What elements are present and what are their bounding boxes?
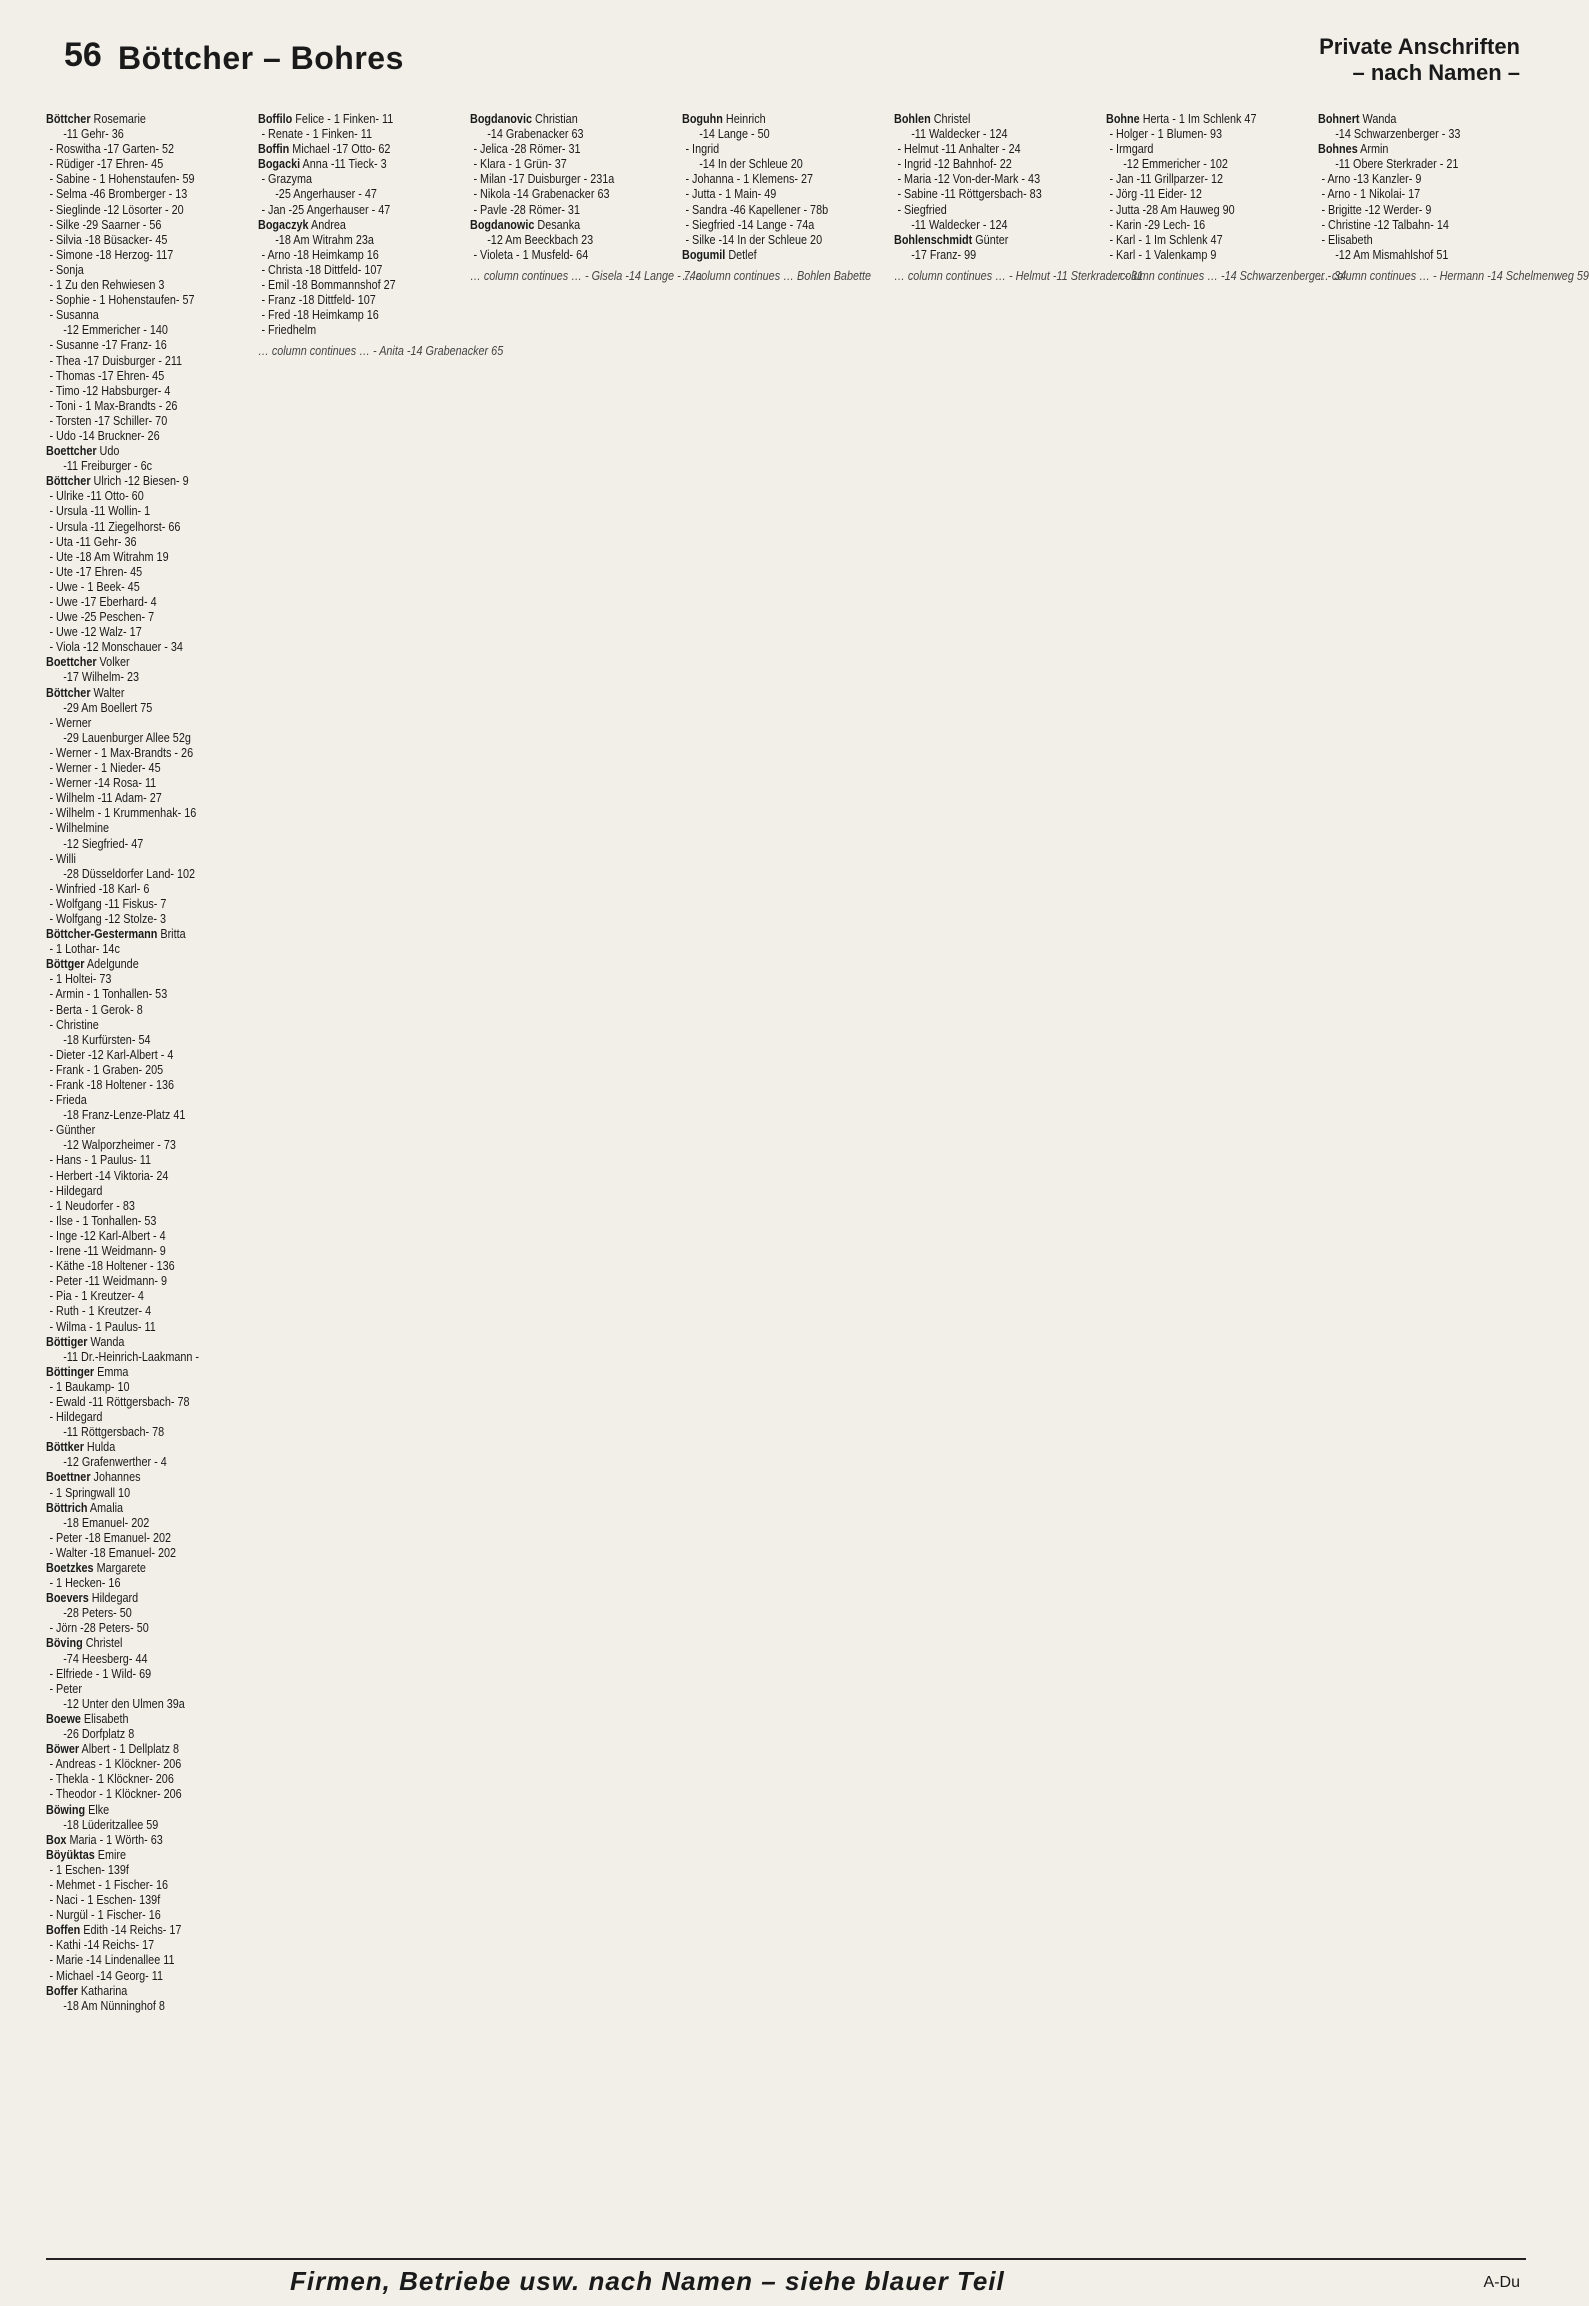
directory-column — [470, 112, 702, 2154]
directory-entry: - Karin -29 Lech- 16 — [1109, 217, 1206, 232]
directory-entry: - Thomas -17 Ehren- 45 — [49, 368, 165, 383]
directory-entry: - Jan -11 Grillparzer- 12 — [1109, 172, 1224, 187]
directory-entry: - Torsten -17 Schiller- 70 — [49, 413, 168, 428]
directory-entry: - Ingrid — [685, 142, 720, 157]
directory-entry: -26 Dorfplatz 8 — [63, 1727, 135, 1742]
directory-entry: - Nurgül - 1 Fischer- 16 — [49, 1908, 161, 1923]
directory-entry: Bohlenschmidt Günter — [894, 232, 1009, 247]
directory-entry: - Günther — [49, 1123, 96, 1138]
directory-entry: - Jan -25 Angerhauser - 47 — [261, 202, 391, 217]
directory-entry: Boffin Michael -17 Otto- 62 — [258, 142, 391, 157]
directory-entry: - Susanne -17 Franz- 16 — [49, 338, 167, 353]
directory-entry: - Ursula -11 Wollin- 1 — [49, 504, 151, 519]
directory-entry: - Theodor - 1 Klöckner- 206 — [49, 1787, 182, 1802]
directory-entry: Boffer Katharina — [46, 1983, 128, 1998]
directory-entry: - Sandra -46 Kapellener - 78b — [685, 202, 829, 217]
directory-entry: - Karl - 1 Valenkamp 9 — [1109, 247, 1217, 262]
directory-entry: -12 Emmericher - 102 — [1123, 157, 1228, 172]
directory-entry: -17 Franz- 99 — [911, 247, 977, 262]
directory-entry: -11 Waldecker - 124 — [911, 217, 1008, 232]
directory-entry: - 1 Springwall 10 — [49, 1485, 131, 1500]
directory-entry: - Grazyma — [261, 172, 312, 187]
directory-entry: Böttger Adelgunde — [46, 957, 139, 972]
directory-entry: - Werner -14 Rosa- 11 — [49, 776, 157, 791]
directory-entry: - 1 Holtei- 73 — [49, 972, 112, 987]
directory-entry: - Uta -11 Gehr- 36 — [49, 534, 137, 549]
directory-entry: -12 Unter den Ulmen 39a — [63, 1696, 185, 1711]
directory-entry: -28 Peters- 50 — [63, 1606, 132, 1621]
directory-entry: - Dieter -12 Karl-Albert - 4 — [49, 1047, 174, 1062]
directory-entry: - Holger - 1 Blumen- 93 — [1109, 127, 1223, 142]
directory-entry: - Christine — [49, 1017, 99, 1032]
directory-entry: - Werner - 1 Nieder- 45 — [49, 761, 161, 776]
directory-entry: Böttrich Amalia — [46, 1500, 124, 1515]
directory-entry: -12 Emmericher - 140 — [63, 323, 168, 338]
directory-entry: Bogacki Anna -11 Tieck- 3 — [258, 157, 387, 172]
directory-entry: -11 Dr.-Heinrich-Laakmann - — [63, 1349, 200, 1364]
directory-entry: - Simone -18 Herzog- 117 — [49, 247, 174, 262]
directory-entry: Boffen Edith -14 Reichs- 17 — [46, 1923, 182, 1938]
directory-entry: - Uwe -17 Eberhard- 4 — [49, 595, 157, 609]
directory-entry: - Franz -18 Dittfeld- 107 — [261, 293, 376, 308]
directory-entry: - Elisabeth — [1321, 232, 1373, 247]
directory-entry: - Violeta - 1 Musfeld- 64 — [473, 247, 589, 262]
directory-entry: Bohlen Christel — [894, 112, 971, 126]
directory-entry: - Ute -18 Am Witrahm 19 — [49, 549, 169, 564]
directory-entry: -11 Röttgersbach- 78 — [63, 1425, 165, 1440]
column-note: … column continues … - Hermann -14 Schelmenweg 59 — [1318, 268, 1589, 283]
directory-entry: - Winfried -18 Karl- 6 — [49, 881, 150, 896]
directory-entry: - Peter -11 Weidmann- 9 — [49, 1274, 168, 1289]
directory-entry: - Wilhelm - 1 Krummenhak- 16 — [49, 806, 197, 821]
directory-entry: - Toni - 1 Max-Brandts - 26 — [49, 398, 178, 413]
directory-entry: - Roswitha -17 Garten- 52 — [49, 142, 175, 157]
page-number: 56 — [64, 36, 102, 74]
directory-entry: -11 Freiburger - 6c — [63, 459, 153, 474]
directory-entry: - Nikola -14 Grabenacker 63 — [473, 187, 610, 202]
directory-entry: - 1 Neudorfer - 83 — [49, 1198, 135, 1213]
directory-entry: - Wolfgang -11 Fiskus- 7 — [49, 896, 167, 911]
section-title — [1319, 34, 1520, 86]
directory-entry: - Renate - 1 Finken- 11 — [261, 127, 373, 142]
directory-entry: - Uwe -25 Peschen- 7 — [49, 610, 155, 625]
directory-entry: Böttcher-Gestermann Britta — [46, 927, 186, 942]
directory-entry: Bogdanowic Desanka — [470, 217, 581, 232]
directory-entry: - Irmgard — [1109, 142, 1154, 157]
directory-entry: - Peter — [49, 1681, 82, 1696]
directory-entry: Bohnert Wanda — [1318, 112, 1397, 126]
directory-column — [46, 112, 222, 2154]
directory-column — [258, 112, 504, 2154]
directory-entry: - Werner - 1 Max-Brandts - 26 — [49, 745, 194, 760]
directory-entry: -18 Am Nünninghof 8 — [63, 1998, 165, 2013]
directory-entry: -74 Heesberg- 44 — [63, 1651, 148, 1666]
directory-entry: Bohne Herta - 1 Im Schlenk 47 — [1106, 112, 1257, 126]
directory-entry: - Wilma - 1 Paulus- 11 — [49, 1319, 156, 1334]
directory-entry: Böwer Albert - 1 Dellplatz 8 — [46, 1742, 180, 1757]
directory-entry: Boettcher Volker — [46, 655, 130, 670]
directory-entry: - Selma -46 Bromberger - 13 — [49, 187, 188, 202]
directory-entry: - 1 Eschen- 139f — [49, 1862, 129, 1877]
directory-entry: - Ulrike -11 Otto- 60 — [49, 489, 144, 504]
directory-entry: -12 Walporzheimer - 73 — [63, 1138, 176, 1153]
directory-entry: -18 Lüderitzallee 59 — [63, 1817, 159, 1832]
directory-entry: - Ursula -11 Ziegelhorst- 66 — [49, 519, 181, 534]
directory-entry: - Timo -12 Habsburger- 4 — [49, 383, 171, 398]
directory-entry: - Pavle -28 Römer- 31 — [473, 202, 580, 217]
directory-entry: - Silke -29 Saarner - 56 — [49, 217, 162, 232]
directory-entry: -11 Gehr- 36 — [63, 127, 124, 142]
directory-entry: -18 Am Witrahm 23a — [275, 232, 374, 247]
directory-entry: - Willi — [49, 851, 76, 866]
directory-entry: - Armin - 1 Tonhallen- 53 — [49, 987, 168, 1002]
column-note: … column continues … - Gisela -14 Lange - 74a — [470, 268, 702, 283]
directory-entry: - Fred -18 Heimkamp 16 — [261, 308, 379, 323]
directory-column — [1318, 112, 1589, 2154]
directory-entry: - Jörn -28 Peters- 50 — [49, 1621, 149, 1636]
directory-entry: -12 Siegfried- 47 — [63, 836, 144, 851]
directory-entry: Bohnes Armin — [1318, 142, 1389, 157]
directory-entry: -28 Düsseldorfer Land- 102 — [63, 866, 196, 881]
directory-entry: - Frieda — [49, 1093, 87, 1108]
directory-entry: - Ilse - 1 Tonhallen- 53 — [49, 1213, 157, 1228]
directory-entry: - Kathi -14 Reichs- 17 — [49, 1938, 155, 1953]
directory-entry: - Sabine - 1 Hohenstaufen- 59 — [49, 172, 195, 187]
directory-entry: - Klara - 1 Grün- 37 — [473, 157, 567, 172]
directory-entry: - 1 Zu den Rehwiesen 3 — [49, 278, 165, 293]
directory-entry: - Wilhelmine — [49, 821, 110, 836]
directory-entry: - Naci - 1 Eschen- 139f — [49, 1893, 161, 1908]
directory-entry: -12 Am Beeckbach 23 — [487, 232, 594, 247]
directory-entry: -14 Grabenacker 63 — [487, 127, 584, 142]
directory-entry: -18 Emanuel- 202 — [63, 1515, 150, 1530]
directory-entry: - Ruth - 1 Kreutzer- 4 — [49, 1304, 152, 1319]
directory-entry: - Ewald -11 Röttgersbach- 78 — [49, 1394, 190, 1409]
directory-entry: -11 Obere Sterkrader - 21 — [1335, 157, 1459, 172]
directory-entry: Boewe Elisabeth — [46, 1711, 129, 1726]
directory-entry: Bogdanovic Christian — [470, 112, 578, 126]
directory-entry: - Christa -18 Dittfeld- 107 — [261, 262, 383, 277]
directory-entry: Böttcher Walter — [46, 685, 125, 700]
directory-entry: - Karl - 1 Im Schlenk 47 — [1109, 232, 1223, 247]
directory-entry: - Jutta -28 Am Hauweg 90 — [1109, 202, 1235, 217]
directory-entry: - Susanna — [49, 308, 99, 323]
directory-entry: - Thekla - 1 Klöckner- 206 — [49, 1772, 174, 1787]
directory-entry: - Ute -17 Ehren- 45 — [49, 564, 143, 579]
directory-entry: Boettcher Udo — [46, 444, 120, 459]
directory-entry: - Arno -18 Heimkamp 16 — [261, 247, 379, 262]
directory-column — [682, 112, 872, 2154]
directory-entry: Boevers Hildegard — [46, 1591, 139, 1606]
directory-entry: - Viola -12 Monschauer - 34 — [49, 640, 183, 655]
directory-entry: - Uwe - 1 Beek- 45 — [49, 579, 140, 594]
footer-code: A-Du — [1483, 2274, 1520, 2291]
section-title-line1: Private Anschriften — [1319, 34, 1520, 59]
directory-entry: - Peter -18 Emanuel- 202 — [49, 1530, 172, 1545]
directory-entry: - Berta - 1 Gerok- 8 — [49, 1002, 143, 1017]
directory-entry: - Siegfried — [897, 202, 947, 217]
column-note: … column continues … - Helmut -11 Sterkrader - 31 — [894, 268, 1144, 283]
directory-entry: Böwing Elke — [46, 1802, 110, 1817]
directory-entry: Boffilo Felice - 1 Finken- 11 — [258, 112, 394, 126]
page-header — [0, 0, 1560, 110]
directory-entry: - Frank -18 Holtener - 136 — [49, 1078, 175, 1092]
directory-entry: -29 Lauenburger Allee 52g — [63, 730, 191, 745]
directory-entry: Böttiger Wanda — [46, 1334, 125, 1349]
directory-entry: -14 Lange - 50 — [699, 127, 770, 142]
directory-entry: - Milan -17 Duisburger - 231a — [473, 172, 615, 187]
directory-entry: - Christine -12 Talbahn- 14 — [1321, 217, 1449, 232]
column-note: … column continues … Bohlen Babette — [682, 268, 872, 283]
directory-entry: - Inge -12 Karl-Albert - 4 — [49, 1228, 166, 1243]
directory-entry: -11 Waldecker - 124 — [911, 127, 1008, 142]
directory-entry: - Maria -12 Von-der-Mark - 43 — [897, 172, 1041, 187]
directory-entry: - Wilhelm -11 Adam- 27 — [49, 791, 162, 806]
column-note: … column continues … - Anita -14 Grabenacker 65 — [258, 344, 504, 359]
footer-divider — [46, 2258, 1526, 2260]
directory-entry: -18 Franz-Lenze-Platz 41 — [63, 1108, 186, 1123]
directory-entry: - Arno -13 Kanzler- 9 — [1321, 172, 1422, 187]
directory-entry: - Emil -18 Bommannshof 27 — [261, 278, 396, 293]
directory-entry: Böyüktas Emire — [46, 1847, 127, 1862]
directory-entry: - Wolfgang -12 Stolze- 3 — [49, 911, 167, 926]
directory-entry: - Michael -14 Georg- 11 — [49, 1968, 164, 1983]
directory-entry: - 1 Baukamp- 10 — [49, 1379, 130, 1394]
directory-entry: -17 Wilhelm- 23 — [63, 670, 140, 685]
directory-entry: - Marie -14 Lindenallee 11 — [49, 1953, 175, 1968]
directory-entry: -18 Kurfürsten- 54 — [63, 1032, 151, 1047]
directory-entry: Bogumil Detlef — [682, 247, 757, 262]
directory-entry: Box Maria - 1 Wörth- 63 — [46, 1832, 163, 1847]
directory-entry: -12 Am Mismahlshof 51 — [1335, 247, 1449, 262]
directory-entry: - Sieglinde -12 Lösorter - 20 — [49, 202, 184, 217]
directory-entry: Bogaczyk Andrea — [258, 217, 346, 232]
directory-entry: Böttinger Emma — [46, 1364, 129, 1379]
directory-entry: - Helmut -11 Anhalter - 24 — [897, 142, 1021, 157]
directory-entry: Böttcher Rosemarie — [46, 112, 146, 126]
directory-entry: - Siegfried -14 Lange - 74a — [685, 217, 815, 232]
directory-entry: - Sophie - 1 Hohenstaufen- 57 — [49, 293, 195, 308]
directory-entry: - Frank - 1 Graben- 205 — [49, 1062, 164, 1077]
directory-entry: - Mehmet - 1 Fischer- 16 — [49, 1877, 169, 1892]
column-note: … column continues … -14 Schwarzenberger - 34 — [1106, 268, 1347, 283]
directory-entry: - Johanna - 1 Klemens- 27 — [685, 172, 814, 187]
directory-entry: - Arno - 1 Nikolai- 17 — [1321, 187, 1421, 202]
directory-entry: - Pia - 1 Kreutzer- 4 — [49, 1289, 144, 1304]
directory-entry: -14 Schwarzenberger - 33 — [1335, 127, 1461, 142]
directory-entry: Boettner Johannes — [46, 1470, 141, 1485]
directory-entry: - Brigitte -12 Werder- 9 — [1321, 202, 1432, 217]
directory-entry: - Friedhelm — [261, 323, 317, 338]
directory-entry: - Hans - 1 Paulus- 11 — [49, 1153, 151, 1168]
directory-entry: - Elfriede - 1 Wild- 69 — [49, 1666, 152, 1681]
directory-entry: -14 In der Schleue 20 — [699, 157, 803, 172]
directory-entry: -12 Grafenwerther - 4 — [63, 1455, 167, 1470]
directory-entry: -29 Am Boellert 75 — [63, 700, 153, 715]
directory-entry: -25 Angerhauser - 47 — [275, 187, 377, 202]
directory-entry: - Jelica -28 Römer- 31 — [473, 142, 581, 157]
directory-entry: - Jutta - 1 Main- 49 — [685, 187, 777, 202]
directory-entry: Böttcher Ulrich -12 Biesen- 9 — [46, 474, 189, 489]
directory-entry: - Andreas - 1 Klöckner- 206 — [49, 1757, 182, 1772]
directory-entry: - Jörg -11 Eider- 12 — [1109, 187, 1202, 202]
directory-entry: Boetzkes Margarete — [46, 1561, 146, 1575]
directory-entry: - Sabine -11 Röttgersbach- 83 — [897, 187, 1042, 202]
directory-entry: - Irene -11 Weidmann- 9 — [49, 1244, 166, 1259]
directory-entry: Böving Christel — [46, 1636, 123, 1651]
directory-entry: - Uwe -12 Walz- 17 — [49, 625, 142, 640]
directory-entry: Böttker Hulda — [46, 1440, 116, 1455]
directory-entry: - Walter -18 Emanuel- 202 — [49, 1545, 177, 1560]
directory-entry: - 1 Lothar- 14c — [49, 942, 120, 957]
directory-entry: - Thea -17 Duisburger - 211 — [49, 353, 183, 368]
directory-entry: Boguhn Heinrich — [682, 112, 766, 126]
directory-entry: - Hildegard — [49, 1410, 103, 1425]
directory-entry: - Ingrid -12 Bahnhof- 22 — [897, 157, 1012, 172]
directory-entry: - Herbert -14 Viktoria- 24 — [49, 1168, 169, 1183]
directory-entry: - Udo -14 Bruckner- 26 — [49, 428, 160, 443]
directory-entry: - Silvia -18 Büsacker- 45 — [49, 232, 168, 247]
directory-entry: - 1 Hecken- 16 — [49, 1576, 121, 1591]
section-title-line2: – nach Namen – — [1352, 60, 1520, 85]
directory-entry: - Silke -14 In der Schleue 20 — [685, 232, 823, 247]
directory-entry: - Käthe -18 Holtener - 136 — [49, 1259, 175, 1274]
directory-entry: - Rüdiger -17 Ehren- 45 — [49, 157, 164, 172]
directory-entry: - Hildegard — [49, 1183, 103, 1198]
directory-entry: - Sonja — [49, 262, 84, 277]
page-title: Böttcher – Bohres — [118, 40, 404, 76]
directory-columns — [46, 112, 1589, 2154]
directory-entry: - Werner — [49, 715, 92, 730]
footer-note: Firmen, Betriebe usw. nach Namen – siehe blauer Teil — [290, 2266, 1005, 2296]
